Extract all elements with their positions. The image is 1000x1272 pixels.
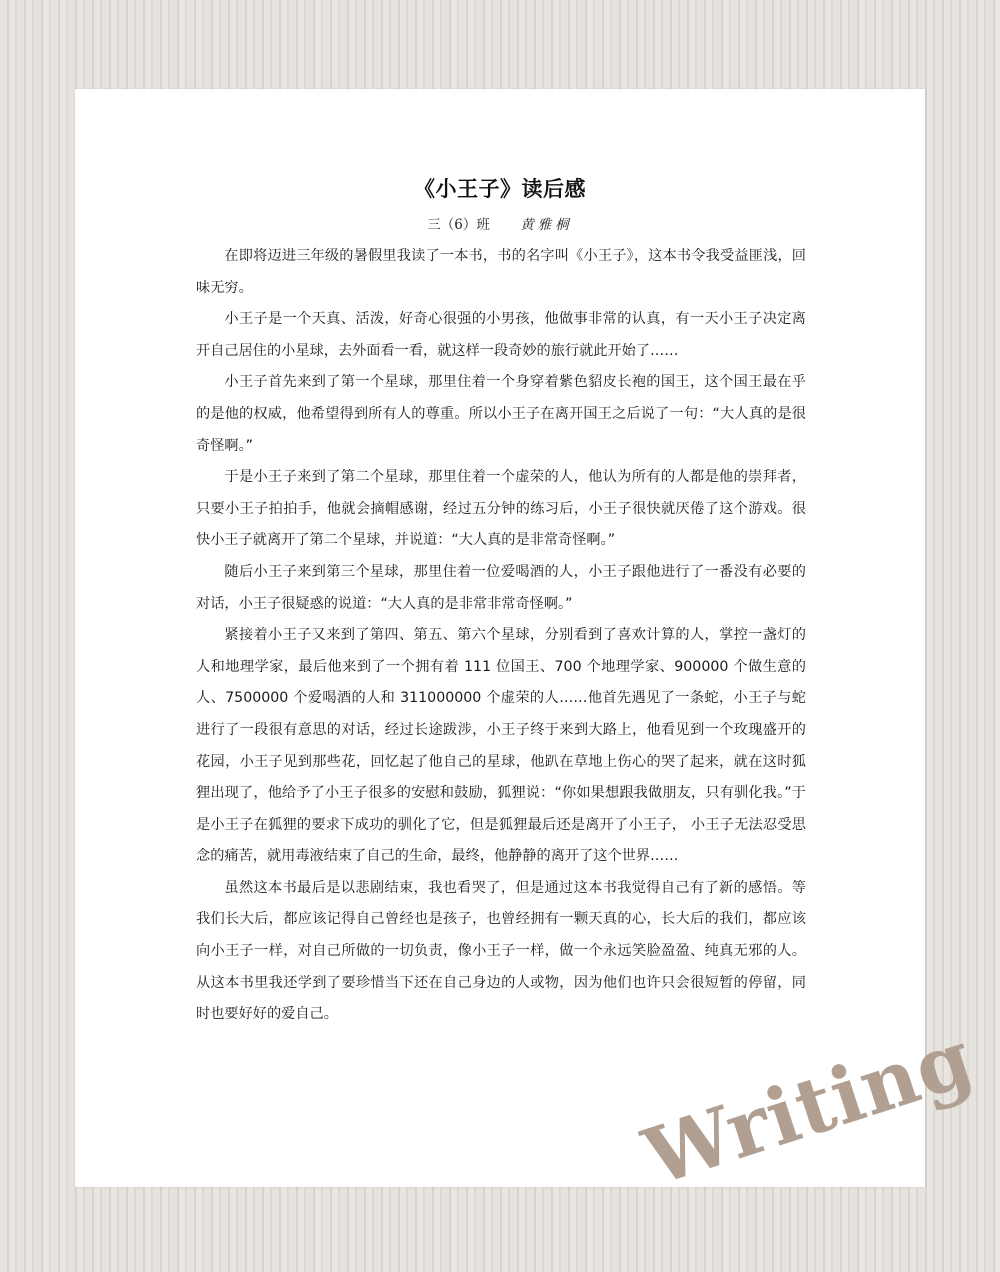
paragraph: 于是小王子来到了第二个星球，那里住着一个虚荣的人，他认为所有的人都是他的崇拜者，只要小王子拍拍手，他就会摘帽感谢，经过五分钟的练习后，小王子很快就厌倦了这个游戏。很快小王子就离开了第二个星球，并说道：“大人真的是非常奇怪啊。” [196,469,806,549]
paragraph: 虽然这本书最后是以悲剧结束，我也看哭了，但是通过这本书我觉得自己有了新的感悟。等我们长大后，都应该记得自己曾经也是孩子，也曾经拥有一颗天真的心，长大后的我们，都应该向小王子一样，对自己所做的一切负责，像小王子一样，做一个永远笑脸盈盈、纯真无邪的人。从这本书里我还学到了要珍惜当下还在自己身边的人或物，因为他们也许只会很短暂的停留，同时也要好好的爱自己。 [196,879,806,1023]
writing-watermark: Writing [633,1012,985,1204]
class-label: 三（6）班 [427,217,490,233]
essay-title: 《小王子》读后感 [414,176,586,201]
essay-body [196,241,806,1031]
byline [75,213,925,233]
paragraph: 在即将迈进三年级的暑假里我读了一本书，书的名字叫《小王子》，这本书令我受益匪浅，回味无穷。 [196,248,806,296]
essay-paper [75,89,925,1187]
paragraph: 紧接着小王子又来到了第四、第五、第六个星球，分别看到了喜欢计算的人，掌控一盏灯的人和地理学家，最后他来到了一个拥有着 111 位国王、700 个地理学家、900000 个做生意的人、7500000 个爱喝酒的人和 311000000 个虚荣的人……他首先遇见了一条蛇，小王子与蛇进行了一段很有意思的对话，经过长途跋涉，小王子终于来到大路上，他看见到一个玫瑰盛开的花园，小王子见到那些花，回忆起了他自己的星球，他趴在草地上伤心的哭了起来，就在这时狐狸出现了，他给予了小王子很多的安慰和鼓励，狐狸说：“你如果想跟我做朋友，只有驯化我。”于是小王子在狐狸的要求下成功的驯化了它，但是狐狸最后还是离开了小王子， 小王子无法忍受思念的痛苦，就用毒液结束了自己的生命，最终，他静静的离开了这个世界…… [196,627,806,865]
paragraph: 小王子是一个天真、活泼，好奇心很强的小男孩，他做事非常的认真，有一天小王子决定离开自己居住的小星球，去外面看一看，就这样一段奇妙的旅行就此开始了…… [196,311,806,359]
paragraph: 小王子首先来到了第一个星球，那里住着一个身穿着紫色貂皮长袍的国王，这个国王最在乎的是他的权威，他希望得到所有人的尊重。所以小王子在离开国王之后说了一句：“大人真的是很奇怪啊。” [196,374,806,454]
author-name: 黄雅桐 [520,217,573,233]
paragraph: 随后小王子来到第三个星球，那里住着一位爱喝酒的人，小王子跟他进行了一番没有必要的对话，小王子很疑惑的说道：“大人真的是非常非常奇怪啊。” [196,563,806,612]
